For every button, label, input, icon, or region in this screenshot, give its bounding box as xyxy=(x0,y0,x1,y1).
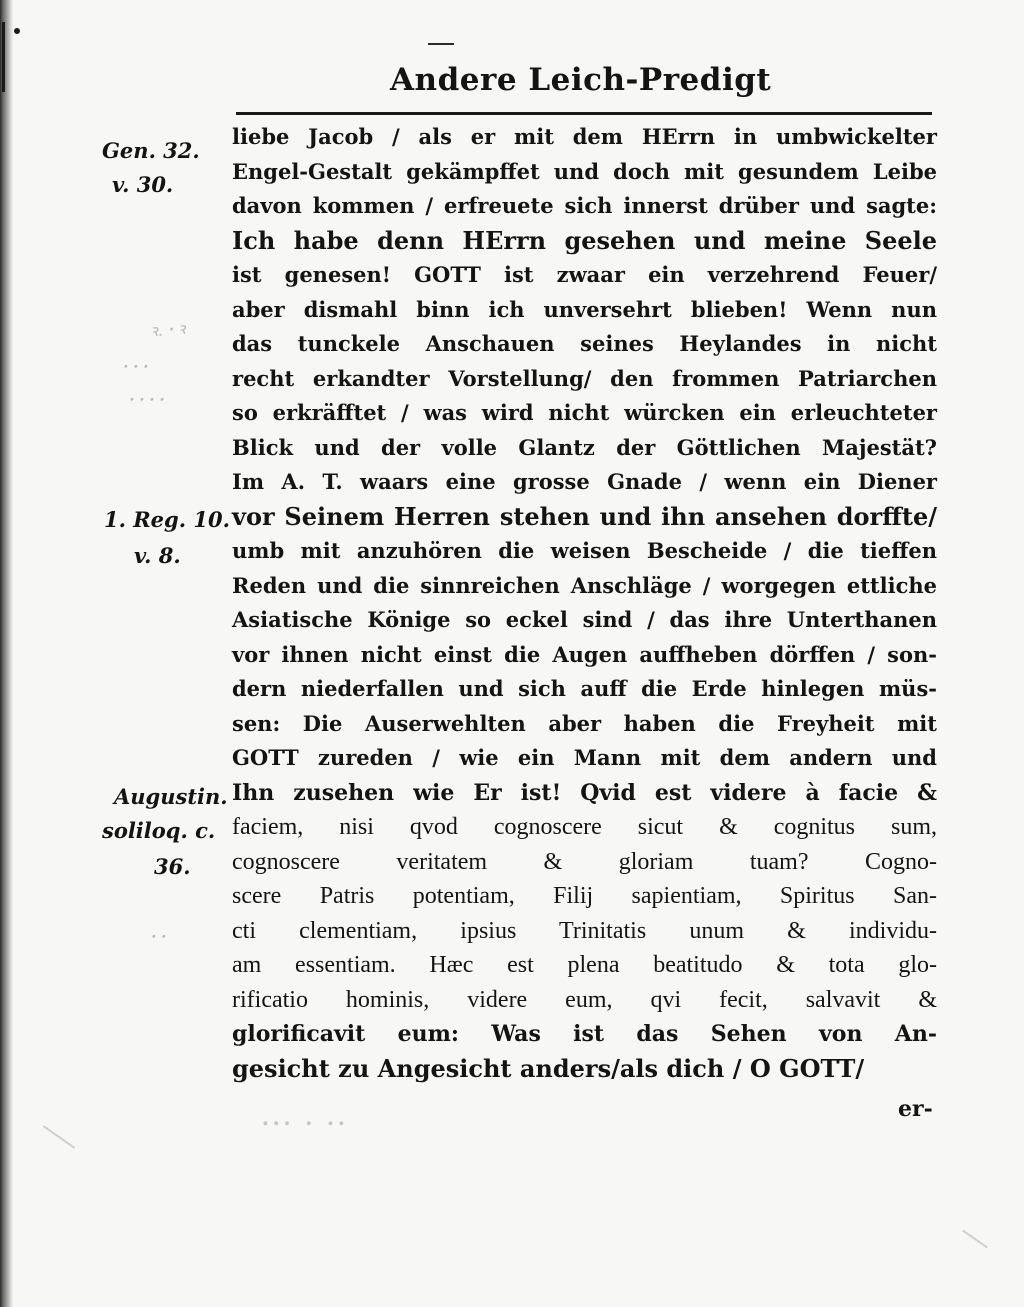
catchword: er- xyxy=(898,1096,933,1122)
margin-note-augustin: Augustin. xyxy=(114,784,228,809)
text-line: dern niederfallen und sich auff die Erde hinlegen müs- xyxy=(232,676,937,701)
text-line: das tunckele Anschauen seines Heylandes in nicht xyxy=(232,331,937,356)
text-line: glorificavit eum: Was ist das Sehen von An- xyxy=(232,1021,937,1047)
text-line: faciem, nisi qvod cognoscere sicut & cognitus sum, xyxy=(232,814,937,840)
margin-note-verse: v. 30. xyxy=(112,172,174,197)
text-line: Asiatische Könige so eckel sind / das ihre Unterthanen xyxy=(232,607,937,632)
text-line: recht erkandter Vorstellung/ den frommen Patriarchen xyxy=(232,365,937,391)
margin-note-gen: Gen. 32. xyxy=(102,138,200,163)
show-through-smudge: ꞏ ꞏ xyxy=(150,927,165,946)
body-text xyxy=(232,120,937,1086)
paper-scuff xyxy=(962,1230,988,1249)
text-line: am essentiam. Hæc est plena beatitudo & tota glo- xyxy=(232,952,937,978)
text-line: cognoscere veritatem & gloriam tuam? Cogno- xyxy=(232,848,937,875)
text-line: Blick und der volle Glantz der Göttlichen Majestät? xyxy=(232,434,937,460)
paper-scuff xyxy=(43,1125,75,1148)
margin-note-chapter: 36. xyxy=(154,854,191,879)
show-through-smudge: ꞏ ꞏ ꞏ xyxy=(122,357,148,376)
text-line: umb mit anzuhören die weisen Bescheide / die tieffen xyxy=(232,538,937,563)
margin-note-soliloq: soliloq. c. xyxy=(102,818,216,843)
head-rule xyxy=(236,112,932,115)
text-line: aber dismahl binn ich unversehrt blieben! Wenn nun xyxy=(232,296,937,322)
running-head: Andere Leich-Predigt xyxy=(390,62,772,98)
show-through-smudge: ꝛ. ꞏ ꝛ xyxy=(149,318,187,341)
text-line: Ihn zusehen wie Er ist! Qvid est videre à facie & xyxy=(232,779,937,806)
text-line: Ich habe denn HErrn gesehen und meine Seele xyxy=(232,225,937,255)
text-line: cti clementiam, ipsius Trinitatis unum & individu- xyxy=(232,917,937,944)
show-through-smudge: ꞏ ꞏ ꞏ ꞏ xyxy=(128,390,164,409)
ink-dot xyxy=(14,28,20,34)
show-through-smudge: ꞏꞏꞏ ꞏ ꞏꞏ xyxy=(262,1112,349,1137)
text-line: vor Seinem Herren stehen und ihn ansehen dorffte/ xyxy=(232,501,937,531)
text-line: so erkräfftet / was wird nicht würcken ein erleuchteter xyxy=(232,400,937,425)
text-line: vor ihnen nicht einst die Augen auffheben dörffen / son- xyxy=(232,641,937,667)
text-line: sen: Die Auserwehlten aber haben die Freyheit mit xyxy=(232,710,937,736)
text-line: gesicht zu Angesicht anders/als dich / O GOTT/ xyxy=(232,1053,865,1083)
margin-note-verse: v. 8. xyxy=(134,543,181,568)
text-line: davon kommen / erfreuete sich innerst drüber und sagte: xyxy=(232,193,937,218)
text-line: scere Patris potentiam, Filij sapientiam, Spiritus San- xyxy=(232,883,937,909)
text-line: GOTT zureden / wie ein Mann mit dem andern und xyxy=(232,745,937,770)
text-line: rificatio hominis, videre eum, qvi fecit, salvavit & xyxy=(232,986,937,1013)
ornament-dash xyxy=(428,43,454,45)
text-line: ist genesen! GOTT ist zwaar ein verzehrend Feuer/ xyxy=(232,262,937,287)
page-edge-shadow xyxy=(0,0,14,1307)
text-line: Engel-Gestalt gekämpffet und doch mit gesundem Leibe xyxy=(232,158,937,184)
margin-note-reg: 1. Reg. 10. xyxy=(104,507,230,532)
text-line: liebe Jacob / als er mit dem HErrn in umbwickelter xyxy=(232,124,937,149)
text-line: Reden und die sinnreichen Anschläge / worgegen ettliche xyxy=(232,572,937,598)
binding-mark xyxy=(2,22,5,92)
text-line: Im A. T. waars eine grosse Gnade / wenn ein Diener xyxy=(232,469,937,494)
